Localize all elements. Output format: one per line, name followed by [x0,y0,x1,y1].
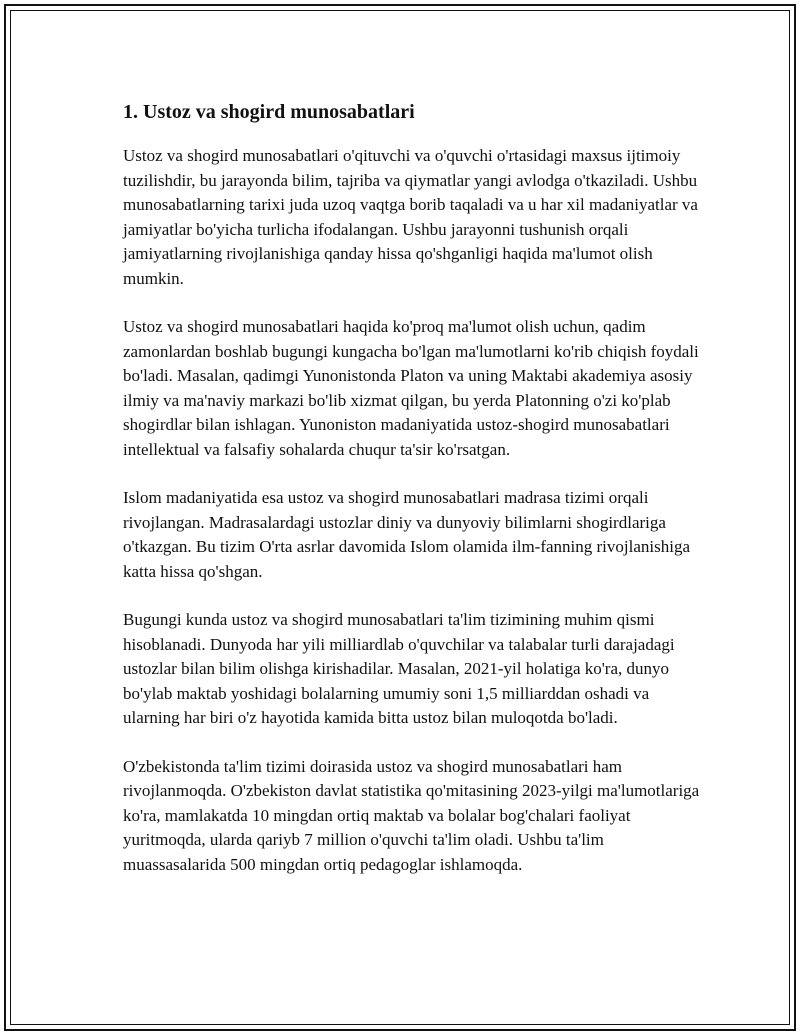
section-heading: 1. Ustoz va shogird munosabatlari [123,101,415,123]
paragraph-4: Bugungi kunda ustoz va shogird munosabatlari ta'lim tizimining muhim qismi hisoblanadi. Dunyoda har yili milliardlab o'quvchilar va talabalar turli darajadagi ustozlar bilan bilim olishga kirishadilar. Masalan, 2021-yil holatiga ko'ra, dunyo bo'ylab maktab yoshidagi bolalarning umumiy soni 1,5 milliarddan oshadi va ularning har biri o'z hayotida kamida bitta ustoz bilan muloqotda bo'ladi. [123,610,675,727]
page-border [4,4,796,1031]
paragraph-1: Ustoz va shogird munosabatlari o'qituvchi va o'quvchi o'rtasidagi maxsus ijtimoiy tuzilishdir, bu jarayonda bilim, tajriba va qiymatlar yangi avlodga o'tkaziladi. Ushbu munosabatlarning tarixi juda uzoq vaqtga borib taqaladi va u har xil madaniyatlar va jamiyatlar bo'yicha turlicha ifodalangan. Ushbu jarayonni tushunish orqali jamiyatlarning rivojlanishiga qanday hissa qo'shganligi haqida ma'lumot olish mumkin. [123,146,698,288]
paragraph-5: O'zbekistonda ta'lim tizimi doirasida ustoz va shogird munosabatlari ham rivojlanmoqda. O'zbekiston davlat statistika qo'mitasining 2023-yilgi ma'lumotlariga ko'ra, mamlakatda 10 mingdan ortiq maktab va bolalar bog'chalari faoliyat yuritmoqda, ularda qariyb 7 million o'quvchi ta'lim oladi. Ushbu ta'lim muassasalarida 500 mingdan ortiq pedagoglar ishlamoqda. [123,756,700,874]
document-body [123,98,703,877]
paragraph-3: Islom madaniyatida esa ustoz va shogird munosabatlari madrasa tizimi orqali rivojlangan. Madrasalardagi ustozlar diniy va dunyoviy bilimlarni shogirdlariga o'tkazgan. Bu tizim O'rta asrlar davomida Islom olamida ilm-fanning rivojlanishiga katta hissa qo'shgan. [123,488,690,581]
paragraph-2: Ustoz va shogird munosabatlari haqida ko'proq ma'lumot olish uchun, qadim zamonlardan boshlab bugungi kungacha bo'lgan ma'lumotlarni ko'rib chiqish foydali bo'ladi. Masalan, qadimgi Yunonistonda Platon va uning Maktabi akademiya asosiy ilmiy va ma'naviy markazi bo'lib xizmat qilgan, bu yerda Platonning o'zi ko'plab shogirdlar bilan ishlagan. Yunoniston madaniyatida ustoz-shogird munosabatlari intellektual va falsafiy sohalarda chuqur ta'sir ko'rsatgan. [123,317,699,459]
